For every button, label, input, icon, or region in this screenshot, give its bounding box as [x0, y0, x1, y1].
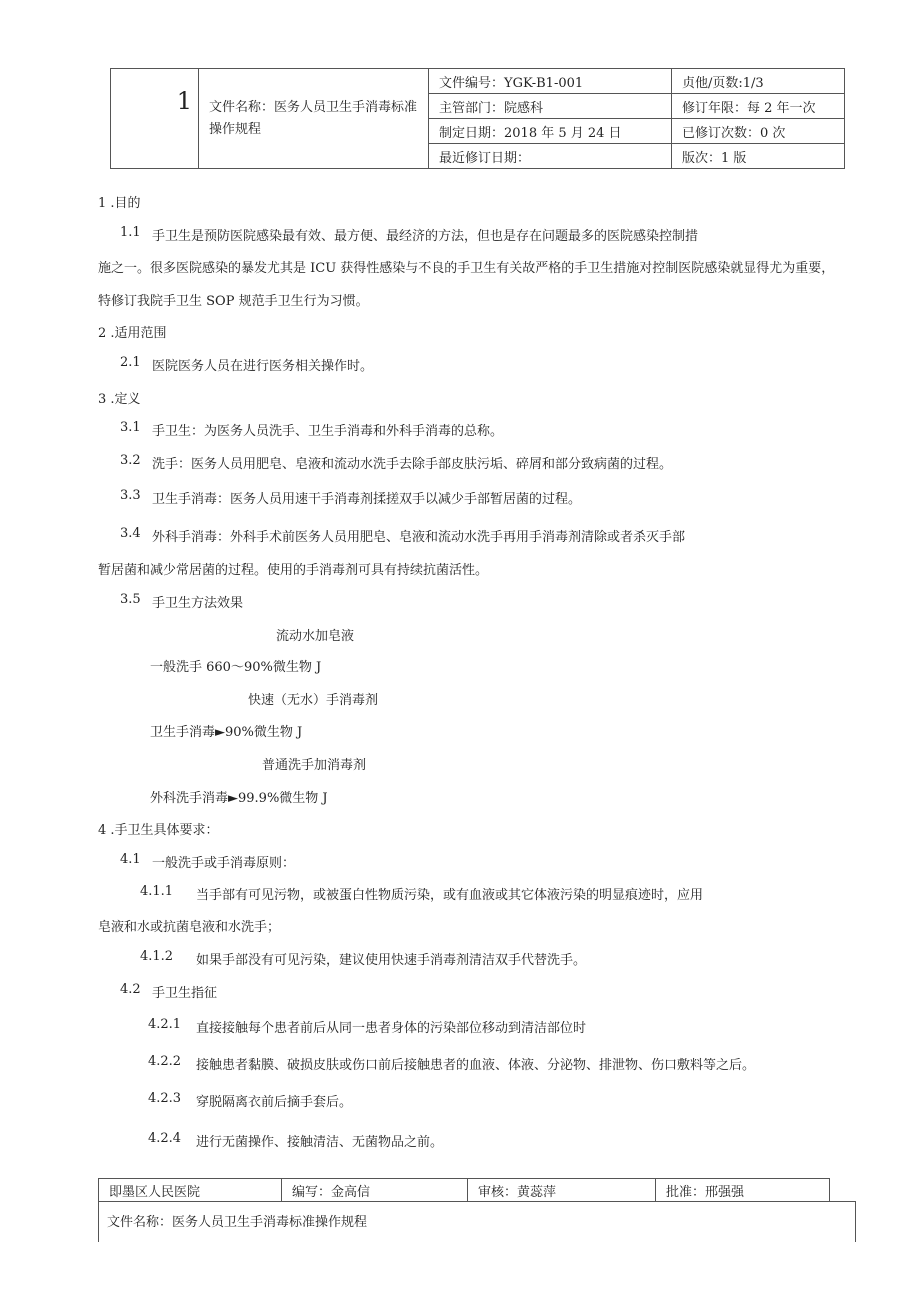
- version: 版次：1 版: [672, 144, 845, 169]
- section-2-heading: 2 .适用范围: [98, 326, 167, 341]
- effect-1-text: 一般洗手 660～90%微生物 J: [150, 660, 322, 675]
- item-3-1-number: 3.1: [120, 420, 141, 435]
- item-4-1-text: 一般洗手或手消毒原则：: [152, 856, 296, 871]
- item-4-2-4-text: 进行无菌操作、接触清洁、无菌物品之前。: [196, 1135, 444, 1150]
- revised-times: 已修订次数：0 次: [672, 119, 845, 144]
- section-3-heading: 3 .定义: [98, 392, 141, 407]
- item-3-3-text: 卫生手消毒：医务人员用速干手消毒剂揉搓双手以减少手部暂居菌的过程。: [152, 492, 582, 507]
- item-3-4-number: 3.4: [120, 526, 141, 541]
- footer-author: 编写：金高信: [282, 1179, 468, 1202]
- effect-3-label: 普通洗手加消毒剂: [262, 758, 367, 773]
- section-4-heading: 4 .手卫生具体要求：: [98, 823, 219, 838]
- item-1-1-number: 1.1: [120, 225, 141, 240]
- made-date: 制定日期：2018 年 5 月 24 日: [429, 119, 672, 144]
- item-4-2-1-number: 4.2.1: [148, 1017, 182, 1032]
- item-4-2-1-text: 直接接触每个患者前后从同一患者身体的污染部位移动到清洁部位时: [196, 1021, 587, 1036]
- item-4-2-3-text: 穿脱隔离衣前后摘手套后。: [196, 1095, 353, 1110]
- footer-approver: 批准：邢强强: [656, 1179, 830, 1202]
- footer-table: [98, 1178, 830, 1202]
- item-3-5-text: 手卫生方法效果: [152, 596, 244, 611]
- item-3-3-number: 3.3: [120, 488, 141, 503]
- item-4-1-1-text-cont: 皂液和水或抗菌皂液和水洗手；: [98, 920, 281, 935]
- item-4-1-2-text: 如果手部没有可见污染，建议使用快速手消毒剂清洁双手代替洗手。: [196, 953, 587, 968]
- effect-2-text: 卫生手消毒►90%微生物 J: [150, 725, 303, 740]
- footer-hospital: 即墨区人民医院: [99, 1179, 282, 1202]
- item-3-2-text: 洗手：医务人员用肥皂、皂液和流动水洗手去除手部皮肤污垢、碎屑和部分致病菌的过程。: [152, 457, 673, 472]
- item-1-1-text: 手卫生是预防医院感染最有效、最方便、最经济的方法，但也是存在问题最多的医院感染控制措: [152, 229, 699, 244]
- item-4-2-3-number: 4.2.3: [148, 1091, 182, 1106]
- item-3-1-text: 手卫生：为医务人员洗手、卫生手消毒和外科手消毒的总称。: [152, 424, 504, 439]
- item-2-1-number: 2.1: [120, 355, 141, 370]
- item-4-2-2-text: 接触患者黏膜、破损皮肤或伤口前后接触患者的血液、体液、分泌物、排泄物、伤口敷料等之后。: [196, 1058, 756, 1073]
- effect-1-label: 流动水加皂液: [276, 629, 355, 644]
- effect-3-text: 外科洗手消毒►99.9%微生物 J: [150, 791, 328, 806]
- item-2-1-text: 医院医务人员在进行医务相关操作时。: [152, 359, 374, 374]
- revise-period: 修订年限：每 2 年一次: [672, 94, 845, 119]
- item-4-1-number: 4.1: [120, 852, 141, 867]
- item-3-2-number: 3.2: [120, 453, 141, 468]
- item-4-2-text: 手卫生指征: [152, 986, 218, 1001]
- item-4-1-1-number: 4.1.1: [140, 884, 174, 899]
- page-number-mark: 1: [111, 69, 199, 169]
- item-1-1-text-cont: 施之一。很多医院感染的暴发尤其是 ICU 获得性感染与不良的手卫生有关故严格的手卫生措施对控制医院感染就显得尤为重要，: [98, 261, 835, 276]
- footer-title-box: [98, 1201, 856, 1242]
- item-3-4-text-cont: 暂居菌和减少常居菌的过程。使用的手消毒剂可具有持续抗菌活性。: [98, 563, 489, 578]
- item-1-1-text-cont2: 特修订我院手卫生 SOP 规范手卫生行为习惯。: [98, 294, 369, 309]
- item-4-1-2-number: 4.1.2: [140, 949, 174, 964]
- footer-doc-title: 文件名称：医务人员卫生手消毒标准操作规程: [107, 1215, 368, 1230]
- footer-reviewer: 审核：黄蕊萍: [468, 1179, 656, 1202]
- item-4-2-number: 4.2: [120, 982, 141, 997]
- effect-2-label: 快速（无水）手消毒剂: [248, 693, 379, 708]
- header-table: [110, 68, 845, 169]
- item-4-1-1-text: 当手部有可见污物，或被蛋白性物质污染，或有血液或其它体液污染的明显痕迹时，应用: [196, 888, 704, 903]
- department: 主管部门：院感科: [429, 94, 672, 119]
- item-3-4-text: 外科手消毒：外科手术前医务人员用肥皂、皂液和流动水洗手再用手消毒剂清除或者杀灭手部: [152, 530, 686, 545]
- doc-number: 文件编号：YGK-B1-001: [429, 69, 672, 94]
- item-4-2-2-number: 4.2.2: [148, 1054, 182, 1069]
- header-doc-title: 文件名称：医务人员卫生手消毒标准操作规程: [199, 69, 429, 169]
- item-3-5-number: 3.5: [120, 592, 141, 607]
- page-count: 贞他/页数:1/3: [672, 69, 845, 94]
- item-4-2-4-number: 4.2.4: [148, 1131, 182, 1146]
- last-revise-date: 最近修订日期：: [429, 144, 672, 169]
- section-1-heading: 1 .目的: [98, 196, 141, 211]
